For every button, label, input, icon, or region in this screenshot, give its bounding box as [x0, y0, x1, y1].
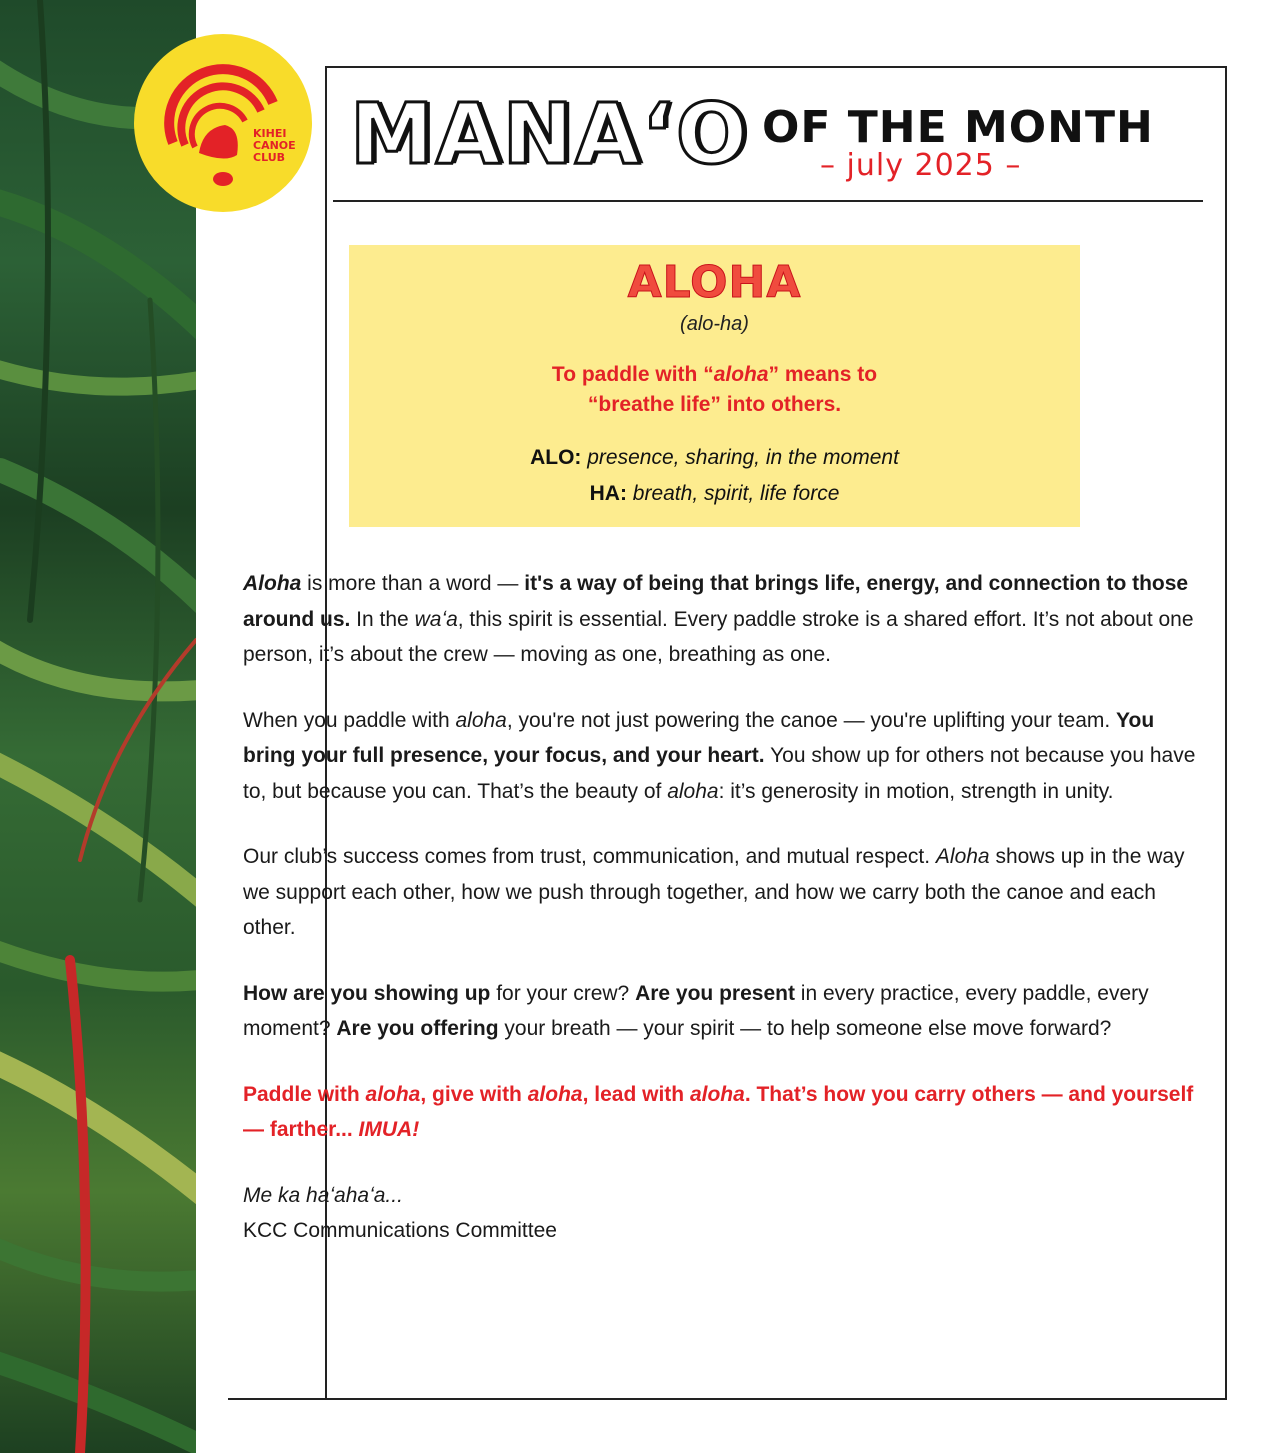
p4-bold-1: How are you showing up — [243, 981, 491, 1005]
word-breakdown — [349, 440, 1080, 512]
p4-text-a: for your crew? — [490, 981, 636, 1005]
p3-text-b: shows up in the way we support each other, how we push through together, and how we carry both the canoe and each other. — [243, 845, 1185, 939]
p5-aloha-2: aloha — [527, 1082, 583, 1106]
alo-text: presence, sharing, in the moment — [587, 446, 899, 470]
definition-italic: aloha — [713, 363, 769, 387]
p4-text-c: your breath — your spirit — to help someone else move forward? — [498, 1017, 1112, 1040]
logo-text-canoe: CANOE — [253, 139, 296, 152]
ha-line — [349, 476, 1080, 512]
p2-aloha-1: aloha — [455, 708, 507, 732]
page-title — [350, 85, 1190, 190]
paragraph-1 — [243, 566, 1198, 673]
definition-part1: To paddle with “ — [551, 363, 714, 387]
p5-aloha-1: aloha — [365, 1082, 421, 1106]
signature — [243, 1178, 1198, 1249]
p1-bold: it's a way of being that brings life, energy, and connection to those around us. — [243, 572, 1189, 631]
logo-text-kihei: KIHEI — [253, 127, 287, 140]
p4-text-b: in every practice, every paddle, every moment? — [243, 981, 1149, 1040]
p1-waa: waʻa — [414, 607, 458, 631]
signature-line-2: KCC Communications Committee — [243, 1219, 557, 1242]
p2-aloha-2: aloha — [667, 779, 719, 803]
word-definition-box — [349, 245, 1080, 527]
paragraph-2 — [243, 703, 1198, 810]
p2-text-c: You show up for others not because you have to, but because you can. That’s the beauty of — [243, 744, 1196, 803]
p3-text-a: Our club’s success comes from trust, communication, and mutual respect. — [243, 845, 936, 868]
p4-bold-3: Are you offering — [336, 1017, 499, 1040]
p1-text-b: In the — [350, 607, 415, 631]
p4-bold-2: Are you present — [635, 981, 795, 1005]
kihei-canoe-club-logo — [133, 33, 313, 213]
paragraph-5-callout — [243, 1077, 1198, 1148]
p5-text-b: , give with — [420, 1082, 528, 1106]
p1-text-a: is more than a word — — [301, 572, 525, 595]
title-of-the-month: OF THE MONTH — [762, 102, 1154, 153]
word-definition — [349, 360, 1080, 420]
alo-label: ALO: — [530, 446, 582, 470]
p2-text-b: , you're not just powering the canoe — you're uplifting your team. — [506, 708, 1117, 732]
p5-text-a: Paddle with — [243, 1082, 366, 1106]
header-rule — [333, 200, 1203, 202]
word-title: ALOHA — [627, 257, 802, 308]
signature-line-1: Me ka haʻahaʻa... — [243, 1183, 403, 1207]
ha-text: breath, spirit, life force — [632, 482, 840, 506]
p1-text-c: , this spirit is essential. Every paddle stroke is a shared effort. It’s not about one person, it’s about the crew — moving as one, breathing as one. — [243, 607, 1194, 666]
p5-imua: IMUA! — [358, 1118, 420, 1141]
title-manao: MANAʻO — [350, 85, 750, 183]
palm-leaves-image — [0, 0, 196, 1453]
article-body — [243, 566, 1198, 1249]
p5-text-c: , lead with — [582, 1082, 690, 1106]
paragraph-3 — [243, 839, 1198, 946]
definition-part2: ” means to — [768, 363, 878, 387]
paragraph-4 — [243, 976, 1198, 1047]
p2-text-a: When you paddle with — [243, 708, 456, 732]
logo-text-club: CLUB — [253, 151, 286, 164]
p5-aloha-3: aloha — [689, 1082, 745, 1106]
definition-line2: “breathe life” into others. — [587, 393, 842, 417]
alo-line — [349, 440, 1080, 476]
p1-aloha: Aloha — [243, 572, 302, 595]
frame-bottom-rule — [228, 1398, 1225, 1400]
p3-aloha: Aloha — [935, 845, 990, 868]
word-pronunciation: (alo-ha) — [680, 313, 749, 336]
p2-text-d: : it’s generosity in motion, strength in unity. — [718, 779, 1114, 803]
p2-bold: You bring your full presence, your focus, and your heart. — [243, 708, 1155, 767]
title-month-date: – july 2025 – — [820, 148, 1022, 183]
ha-label: HA: — [589, 482, 627, 506]
p5-text-d: . That’s how you carry others — and yourself — farther... — [243, 1082, 1194, 1141]
